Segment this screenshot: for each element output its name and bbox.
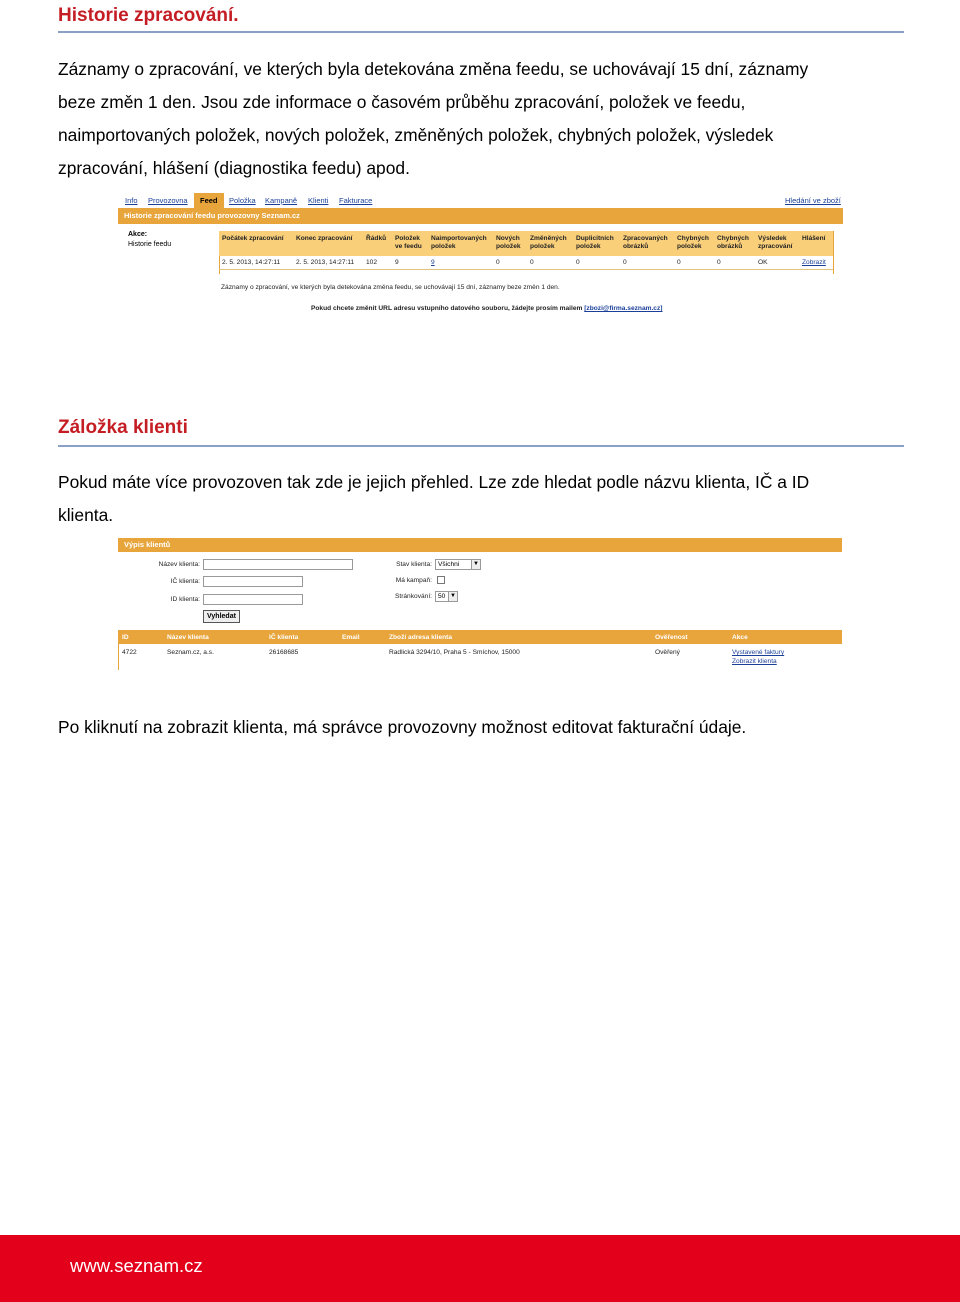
client-name-input[interactable] — [203, 559, 353, 570]
footer-bar — [0, 1235, 960, 1302]
label-client-state: Stav klienta: — [396, 561, 432, 568]
client-state-select[interactable] — [435, 559, 481, 570]
heading-rule — [58, 445, 904, 447]
label-client-name: Název klienta: — [158, 561, 200, 568]
col-header: Chybných obrázků — [714, 231, 755, 256]
nav-tab-feed[interactable]: Feed — [194, 193, 224, 208]
col-header: Výsledek zpracování — [755, 231, 799, 256]
side-actions-title: Akce: — [128, 231, 148, 238]
cell-start: 2. 5. 2013, 14:27:11 — [219, 256, 293, 270]
table-row — [118, 644, 842, 670]
footer-url: www.seznam.cz — [70, 1255, 203, 1276]
nav-tab-info[interactable]: Info — [125, 196, 138, 205]
side-action-historie[interactable]: Historie feedu — [128, 241, 172, 248]
chevron-down-icon: ▼ — [448, 592, 457, 601]
cell-bad-items: 0 — [674, 256, 714, 270]
client-ic-input[interactable] — [203, 576, 303, 587]
nav-tab-polozka[interactable]: Položka — [229, 196, 256, 205]
cell-ic: 26168685 — [269, 649, 299, 656]
col-header: Řádků — [363, 231, 392, 256]
col-header: Hlášení — [799, 231, 834, 256]
url-change-note — [311, 305, 662, 312]
col-header: Zpracovaných obrázků — [620, 231, 674, 256]
search-button[interactable]: Vyhledat — [203, 610, 240, 623]
table-row — [219, 256, 834, 270]
col-header: Nových položek — [493, 231, 527, 256]
para-line: beze změn 1 den. Jsou zde informace o časovém průběhu zpracování, položek ve feedu, — [58, 92, 746, 112]
nav-link-hledani[interactable]: Hledání ve zboží — [785, 196, 841, 205]
cell-end: 2. 5. 2013, 14:27:11 — [293, 256, 363, 270]
cell-duplicate: 0 — [573, 256, 620, 270]
state-selected-value: Všichni — [438, 561, 460, 568]
has-campaign-checkbox[interactable] — [437, 576, 445, 584]
label-client-ic: IČ klienta: — [170, 578, 200, 585]
cell-imported-link[interactable]: 9 — [428, 256, 493, 270]
cell-id: 4722 — [122, 649, 137, 656]
table-border — [833, 231, 834, 274]
para-line: Záznamy o zpracování, ve kterých byla detekována změna feedu, se uchovávají 15 dní, záznamy — [58, 59, 809, 79]
cell-actions — [728, 644, 842, 670]
col-header: Chybných položek — [674, 231, 714, 256]
col-header: Akce — [728, 630, 842, 644]
clients-table — [118, 630, 842, 670]
email-link[interactable]: [zbozi@firma.seznam.cz] — [584, 305, 663, 312]
col-header: Zboží adresa klienta — [385, 630, 651, 644]
cell-name: Seznam.cz, a.s. — [167, 649, 214, 656]
col-header: Naimportovaných položek — [428, 231, 493, 256]
show-client-link[interactable]: Zobrazit klienta — [732, 658, 777, 665]
paging-selected-value: 50 — [438, 593, 446, 600]
nav-tab-kampane[interactable]: Kampaně — [265, 196, 298, 205]
clients-title-bar: Výpis klientů — [118, 538, 842, 552]
nav-tab-provozovna[interactable]: Provozovna — [148, 196, 188, 205]
paragraph-klienti — [58, 466, 904, 532]
paragraph-historie — [58, 53, 904, 185]
para-line: klienta. — [58, 505, 114, 525]
para-line: zpracování, hlášení (diagnostika feedu) apod. — [58, 158, 410, 178]
cell-images: 0 — [620, 256, 674, 270]
retention-note: Záznamy o zpracování, ve kterých byla detekována změna feedu, se uchovávají 15 dní, záznamy beze změn 1 den. — [221, 284, 560, 291]
feed-nav-bar — [118, 193, 843, 208]
col-header: Název klienta — [163, 630, 265, 644]
url-note-text: Pokud chcete změnit URL adresu vstupního datového souboru, žádejte prosím mailem — [311, 305, 583, 312]
section-heading-historie: Historie zpracování. — [58, 5, 239, 26]
label-has-campaign: Má kampaň: — [395, 577, 432, 584]
col-header: Ověřenost — [651, 630, 728, 644]
closing-paragraph: Po kliknutí na zobrazit klienta, má správce provozovny možnost editovat fakturační údaje. — [58, 717, 747, 737]
client-id-input[interactable] — [203, 594, 303, 605]
col-header: Email — [338, 630, 385, 644]
col-header: Změněných položek — [527, 231, 573, 256]
cell-rows: 102 — [363, 256, 392, 270]
feed-history-table — [219, 231, 834, 270]
feed-title-bar: Historie zpracování feedu provozovny Seznam.cz — [118, 208, 843, 224]
cell-verified: Ověřený — [655, 649, 680, 656]
label-paging: Stránkování: — [394, 593, 432, 600]
nav-tab-fakturace[interactable]: Fakturace — [339, 196, 373, 205]
cell-bad-images: 0 — [714, 256, 755, 270]
para-line: Pokud máte více provozoven tak zde je jejich přehled. Lze zde hledat podle názvu klienta, IČ a ID — [58, 472, 810, 492]
invoices-link[interactable]: Vystavené faktury — [732, 649, 785, 656]
cell-email — [338, 644, 385, 670]
cell-address: Radlická 3294/10, Praha 5 - Smíchov, 15000 — [389, 649, 520, 656]
cell-items: 9 — [392, 256, 428, 270]
para-line: naimportovaných položek, nových položek, změněných položek, chybných položek, výsledek — [58, 125, 774, 145]
col-header: Počátek zpracování — [219, 231, 293, 256]
col-header: Položek ve feedu — [392, 231, 428, 256]
cell-new: 0 — [493, 256, 527, 270]
heading-rule — [58, 31, 904, 33]
label-client-id: ID klienta: — [170, 596, 200, 603]
show-report-link[interactable]: Zobrazit — [799, 256, 834, 270]
cell-changed: 0 — [527, 256, 573, 270]
col-header: Duplicitních položek — [573, 231, 620, 256]
col-header: IČ klienta — [265, 630, 338, 644]
col-header: ID — [118, 630, 163, 644]
chevron-down-icon: ▼ — [471, 560, 480, 569]
col-header: Konec zpracování — [293, 231, 363, 256]
nav-tab-klienti[interactable]: Klienti — [308, 196, 329, 205]
section-heading-klienti: Záložka klienti — [58, 417, 188, 438]
paging-select[interactable] — [435, 591, 458, 602]
cell-result: OK — [755, 256, 799, 270]
